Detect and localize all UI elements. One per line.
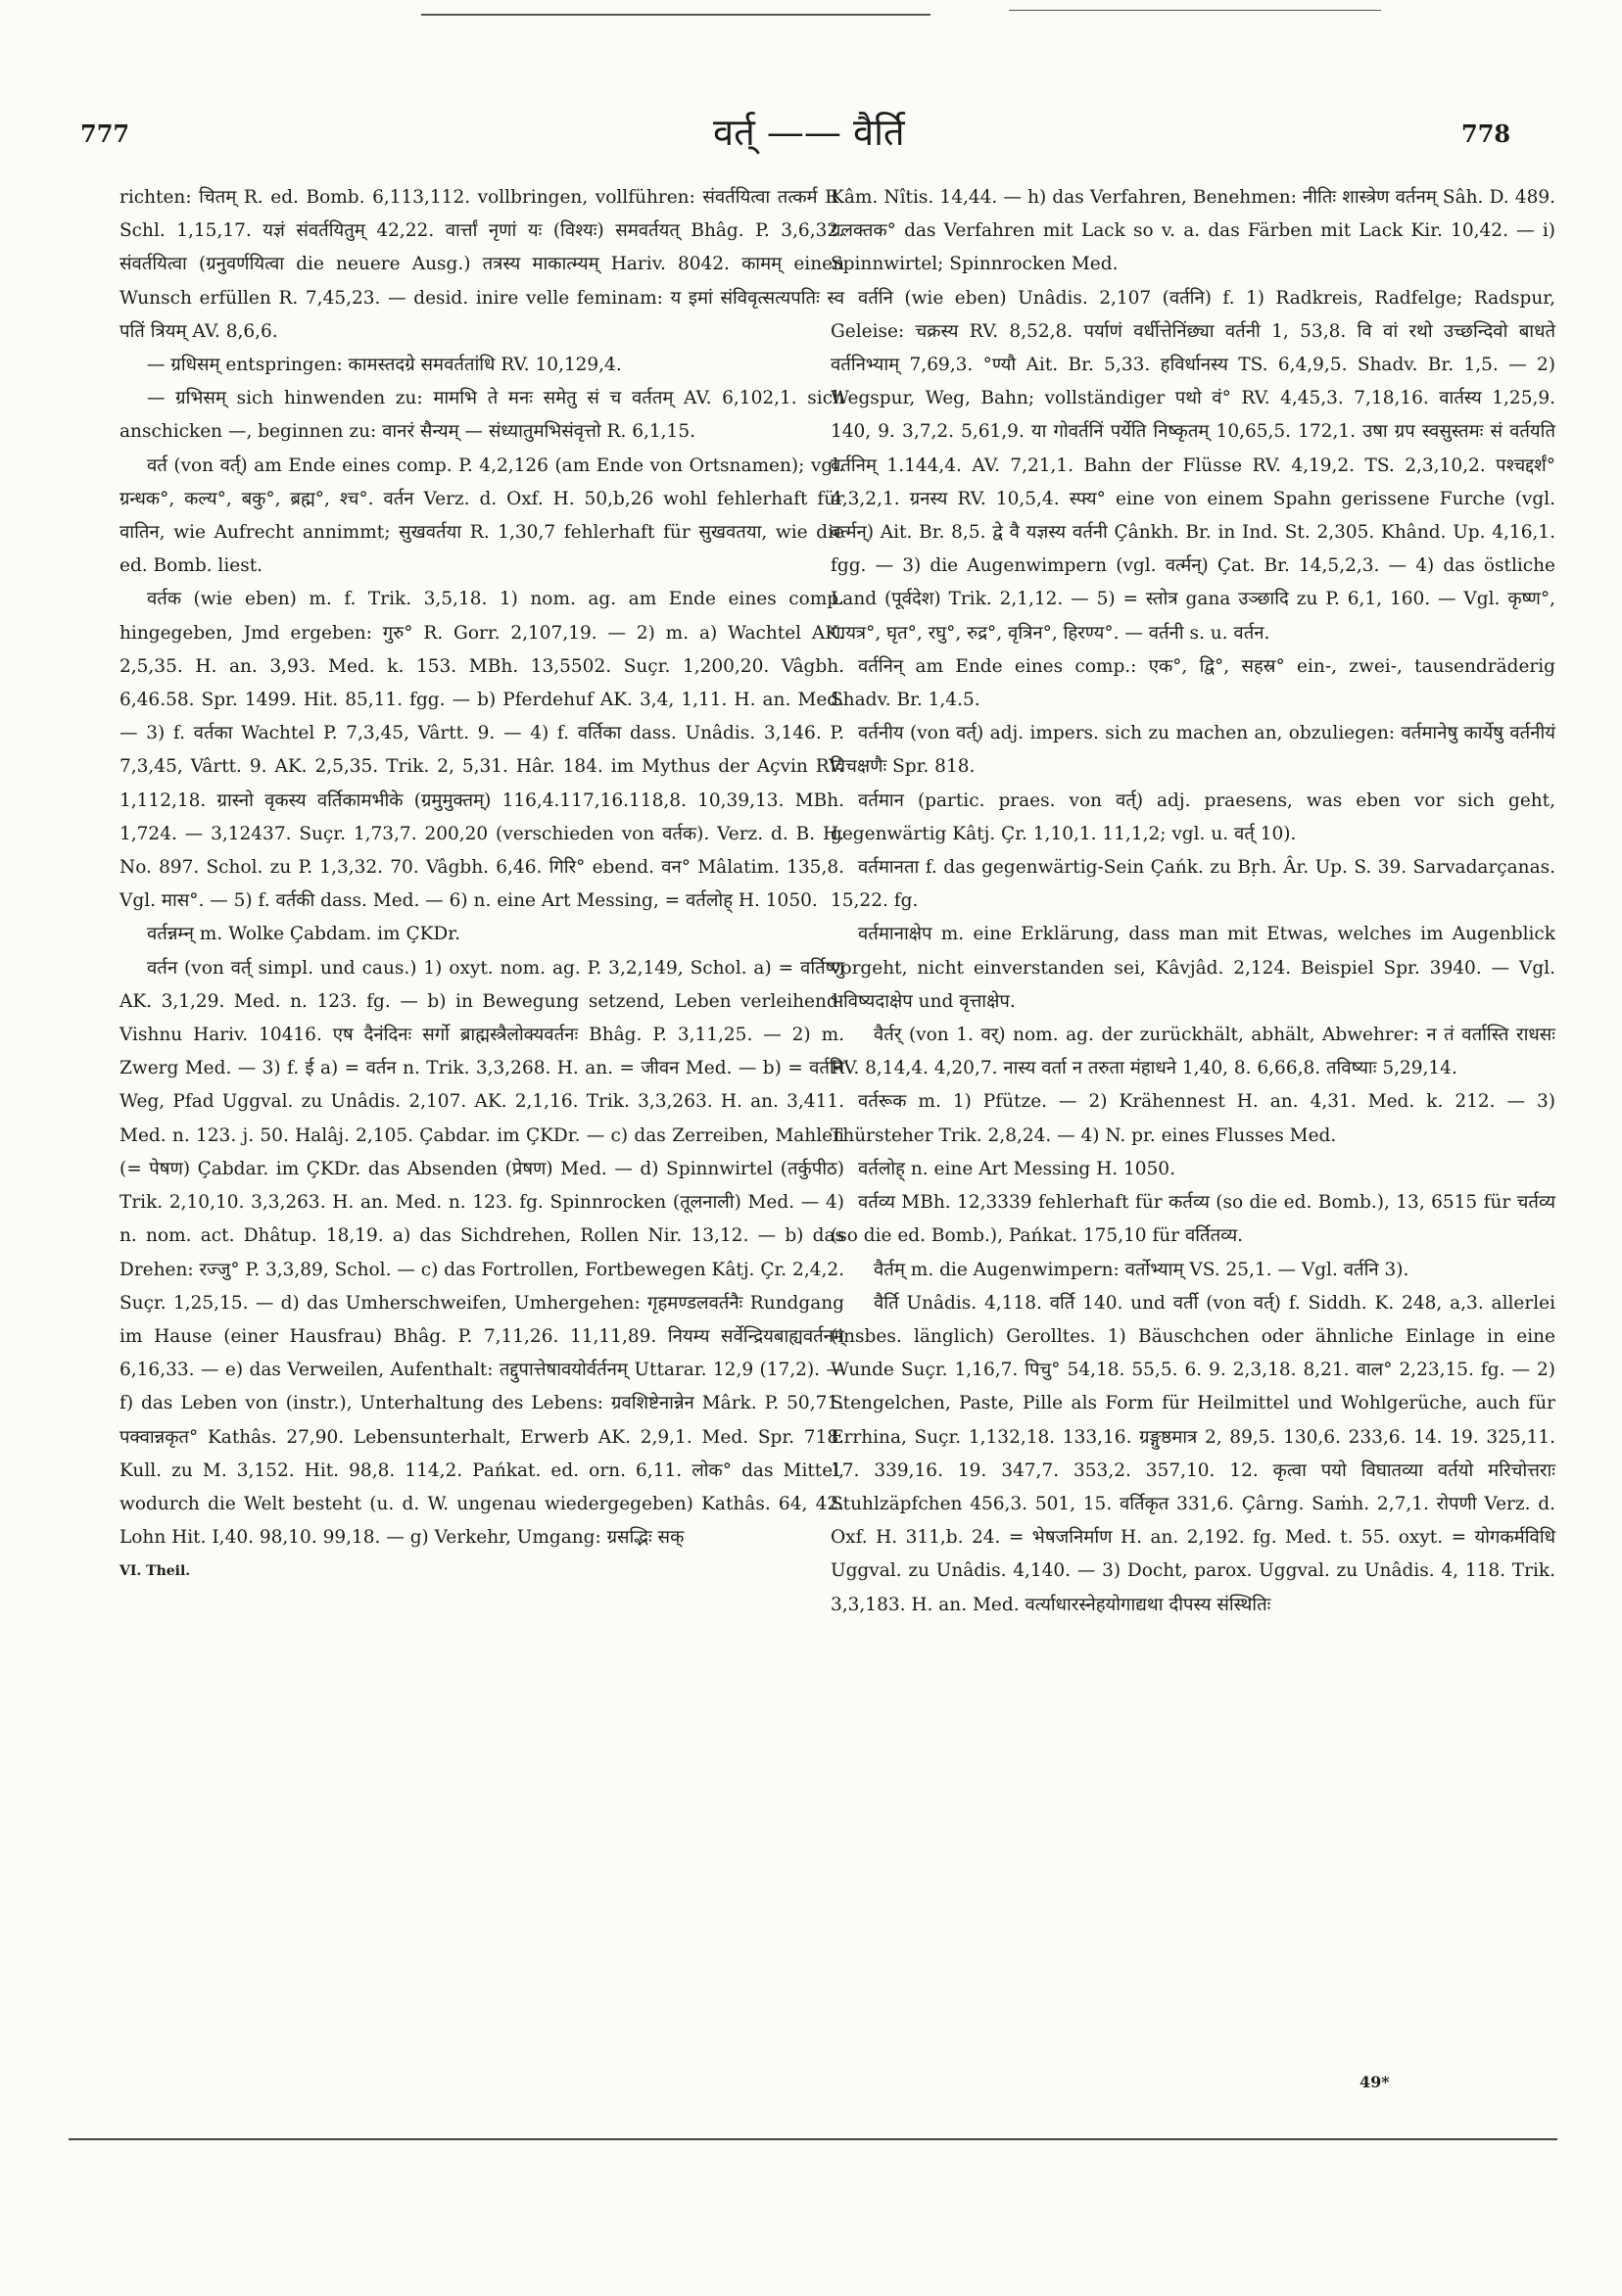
dictionary-entry: वर्तमानाक्षेप m. eine Erklärung, dass man mit Etwas, welches im Augenblick vorgeht, nicht einverstanden sei, Kâvjâd. 2,124. Beispiel Spr. 3940. — Vgl. भविष्यदाक्षेप und वृत्ताक्षेप. [831, 924, 1555, 1012]
scan-edge-top-right [1009, 10, 1381, 11]
bottom-rule [69, 2138, 1557, 2140]
dictionary-entry: वर्तव्य MBh. 12,3339 fehlerhaft für कर्तव्य (so die ed. Bomb.), 13, 6515 für चर्तव्य (so die ed. Bomb.), Pańkat. 175,10 für वर्तितव्य. [831, 1192, 1555, 1247]
running-header: वर्त् —— वैर्ति [713, 111, 905, 154]
dictionary-entry: — ग्रधिसम् entspringen: कामस्तदग्रे समवर्ततांधि RV. 10,129,4. [147, 355, 622, 376]
dictionary-entry: वर्तनिन् am Ende eines comp.: एक°, द्वि°, सहस्र° ein-, zwei-, tausendräderig Shadv. Br. 1,4.5. [831, 655, 1555, 711]
dictionary-entry: वर्तक (wie eben) m. f. Trik. 3,5,18. 1) nom. ag. am Ende eines comp. hingegeben, Jmd ergeben: गुरु° R. Gorr. 2,107,19. — 2) m. a) Wachtel AK. 2,5,35. H. an. 3,93. Med. k. 153. MBh. 13,5502. Suçr. 1,200,20. Vâgbh. 6,46.58. Spr. 1499. Hit. 85,11. fgg. — b) Pferdehuf AK. 3,4, 1,11. H. an. Med. — 3) f. वर्तका Wachtel P. 7,3,45, Vârtt. 9. — 4) f. वर्तिका dass. Unâdis. 3,146. P. 7,3,45, Vârtt. 9. AK. 2,5,35. Trik. 2, 5,31. Hâr. 184. im Mythus der Açvin RV. 1,112,18. ग्रास्नो वृकस्य वर्तिकामभीके (ग्रमुमुक्तम्) 116,4.117,16.118,8. 10,39,13. MBh. 1,724. — 3,12437. Suçr. 1,73,7. 200,20 (verschieden von वर्तक). Verz. d. B. H. No. 897. Schol. zu P. 1,3,32. 70. Vâgbh. 6,46. गिरि° ebend. वन° Mâlatim. 135,8. Vgl. मास°. — 5) f. वर्तकी dass. Med. — 6) n. eine Art Messing, = वर्तलोह् H. 1050. [119, 589, 844, 912]
dictionary-entry: richten: चितम् R. ed. Bomb. 6,113,112. vollbringen, vollführen: संवर्तयित्वा तत्कर्म R. Schl. 1,15,17. यज्ञं संवर्तयितुम् 42,22. वार्त्तां नृणां यः (विश्यः) समवर्तयत् Bhâg. P. 3,6,32. संवर्तयित्वा (ग्रनुवर्णयित्वा die neuere Ausg.) तत्रस्य माकात्म्यम् Hariv. 8042. कामम् einen Wunsch erfüllen R. 7,45,23. — desid. inire velle feminam: य इमां संविवृत्सत्यपतिः स्व पतिं त्रियम् AV. 8,6,6. [119, 187, 844, 342]
dictionary-entry: वर्तन (von वर्त् simpl. und caus.) 1) oxyt. nom. ag. P. 3,2,149, Schol. a) = वर्तिष्णु AK. 3,1,29. Med. n. 123. fg. — b) in Bewegung setzend, Leben verleihend: Vishnu Hariv. 10416. एष दैनंदिनः सर्गो ब्राह्मस्त्रैलोक्यवर्तनः Bhâg. P. 3,11,25. — 2) m. Zwerg Med. — 3) f. ई a) = वर्तन n. Trik. 3,3,268. H. an. = जीवन Med. — b) = वर्तनि Weg, Pfad Uggval. zu Unâdis. 2,107. AK. 2,1,16. Trik. 3,3,263. H. an. 3,411. Med. n. 123. j. 50. Halâj. 2,105. Çabdar. im ÇKDr. — c) das Zerreiben, Mahlen (= पेषण) Çabdar. im ÇKDr. das Absenden (प्रेषण) Med. — d) Spinnwirtel (तर्कुपीठ) Trik. 2,10,10. 3,3,263. H. an. Med. n. 123. fg. Spinnrocken (तूलनाली) Med. — 4) n. nom. act. Dhâtup. 18,19. a) das Sichdrehen, Rollen Nir. 13,12. — b) das Drehen: रज्जु° P. 3,3,89, Schol. — c) das Fortrollen, Fortbewegen Kâtj. Çr. 2,4,2. Suçr. 1,25,15. — d) das Umherschweifen, Umhergehen: गृहमण्डलवर्तनैः Rundgang im Hause (einer Hausfrau) Bhâg. P. 7,11,26. 11,11,89. नियम्य सर्वेन्द्रियबाह्यवर्तनम् 6,16,33. — e) das Verweilen, Aufenthalt: तद्दुपात्तेषावयोर्वर्तनम् Uttarar. 12,9 (17,2). — f) das Leben von (instr.), Unterhaltung des Lebens: ग्रवशिष्टेनान्नेन Mârk. P. 50,71. पक्वान्नकृत° Kathâs. 27,90. Lebensunterhalt, Erwerb AK. 2,9,1. Med. Spr. 718. Kull. zu M. 3,152. Hit. 98,8. 114,2. Pańkat. ed. orn. 6,11. लोक° das Mittel, wodurch die Welt besteht (u. d. W. ungenau wiedergegeben) Kathâs. 64, 42. Lohn Hit. I,40. 98,10. 99,18. — g) Verkehr, Umgang: ग्रसद्भिः सक् [119, 957, 844, 1549]
dictionary-entry: Kâm. Nîtis. 14,44. — h) das Verfahren, Benehmen: नीतिः शास्त्रेण वर्तनम् Sâh. D. 489. ग्रलक्तक° das Verfahren mit Lack so v. a. das Färben mit Lack Kir. 10,42. — i) Spinnwirtel; Spinnrocken Med. [831, 187, 1555, 275]
dictionary-entry: वर्तमानता f. das gegenwärtig-Sein Çańk. zu Bṛh. Âr. Up. S. 39. Sarvadarçanas. 15,22. fg. [831, 857, 1555, 912]
volume-note: VI. Theil. [119, 1563, 191, 1580]
dictionary-entry: वर्त (von वर्त्) am Ende eines comp. P. 4,2,126 (am Ende von Ortsnamen); vgl. ग्रन्धक°, कल्य°, बकु°, ब्रह्म°, श्च°. वर्तन Verz. d. Oxf. H. 50,b,26 wohl fehlerhaft für वातिन, wie Aufrecht annimmt; सुखवर्तया R. 1,30,7 fehlerhaft für सुखवतया, wie die ed. Bomb. liest. [119, 454, 844, 577]
dictionary-entry: वर्तरूक m. 1) Pfütze. — 2) Krähennest H. an. 4,31. Med. k. 212. — 3) Thürsteher Trik. 2,8,24. — 4) N. pr. eines Flusses Med. [831, 1091, 1555, 1146]
dictionary-entry: वर्तमान (partic. praes. von वर्त्) adj. praesens, was eben vor sich geht, gegenwärtig Kâtj. Çr. 1,10,1. 11,1,2; vgl. u. वर्त् 10). [831, 789, 1555, 844]
page-number-right: 778 [1461, 120, 1511, 148]
dictionary-entry: — ग्रभिसम् sich hinwenden zu: मामभि ते मनः समेतु सं च वर्ततम् AV. 6,102,1. sich anschicken —, beginnen zu: वानरं सैन्यम् — संध्यातुमभिसंवृत्तो R. 6,1,15. [119, 388, 844, 443]
dictionary-entry: वैर्तम् m. die Augenwimpern: वर्तोभ्याम् VS. 25,1. — Vgl. वर्तनि 3). [874, 1259, 1409, 1280]
dictionary-entry: वर्तनीय (von वर्त्) adj. impers. sich zu machen an, obzuliegen: वर्तमानेषु कार्येषु वर्तनीयं विचक्षणैः Spr. 818. [831, 723, 1555, 778]
signature-mark: 49* [1360, 2073, 1390, 2091]
dictionary-entry: वर्तनि (wie eben) Unâdis. 2,107 (वर्तनि) f. 1) Radkreis, Radfelge; Radspur, Geleise: चक्रस्य RV. 8,52,8. पर्याणं वर्धीत्तेनिंछ्या वर्तनी 1, 53,8. वि वां रथो उच्छन्दिवो बाधते वर्तनिभ्याम् 7,69,3. °ण्यौ Ait. Br. 5,33. हविर्धानस्य TS. 6,4,9,5. Shadv. Br. 1,5. — 2) Wegspur, Weg, Bahn; vollständiger पथो वं° RV. 4,45,3. 7,18,16. वार्तस्य 1,25,9. 140, 9. 3,7,2. 5,61,9. या गोवर्तनिं पर्येति निष्कृतम् 10,65,5. 172,1. उषा ग्रप स्वसुस्तमः सं वर्तयति वर्तनिम् 1.144,4. AV. 7,21,1. Bahn der Flüsse RV. 4,19,2. TS. 2,3,10,2. पश्चद्दर्शं° 4,3,2,1. ग्रनस्य RV. 10,5,4. स्फ्य° eine von einem Spahn gerissene Furche (vgl. वर्त्मन्) Ait. Br. 8,5. द्वे वै यज्ञस्य वर्तनी Çânkh. Br. in Ind. St. 2,305. Khând. Up. 4,16,1. fgg. — 3) die Augenwimpern (vgl. वर्त्मन्) Çat. Br. 14,5,2,3. — 4) das östliche Land (पूर्वदेश) Trik. 2,1,12. — 5) = स्तोत्र gana उञ्छादि zu P. 6,1, 160. — Vgl. कृष्ण°, गायत्र°, घृत°, रघु°, रुद्र°, वृत्रिन°, हिरण्य°. — वर्तनी s. u. वर्तन. [831, 287, 1555, 644]
dictionary-entry: वर्तन्नम्न् m. Wolke Çabdam. im ÇKDr. [147, 924, 460, 945]
dictionary-entry: वैर्ति Unâdis. 4,118. वर्ति 140. und वर्ती (von वर्त्) f. Siddh. K. 248, a,3. allerlei (insbes. länglich) Gerolltes. 1) Bäuschchen oder ähnliche Einlage in eine Wunde Suçr. 1,16,7. पिचु° 54,18. 55,5. 6. 9. 2,3,18. 8,21. वाल° 2,23,15. fg. — 2) Stengelchen, Paste, Pille als Form für Heilmittel und Wohlgerüche, auch für Errhina, Suçr. 1,132,18. 133,16. ग्रङ्गुष्ठमात्र 2, 89,5. 130,6. 233,6. 14. 19. 325,11. 17. 339,16. 19. 347,7. 353,2. 357,10. 12. कृत्वा पयो विघातव्या वर्तयो मरिचोत्तराः Stuhlzäpfchen 456,3. 501, 15. वर्तिकृत 331,6. Çârng. Saṁh. 2,7,1. रोपणी Verz. d. Oxf. H. 311,b. 24. = भेषजनिर्माण H. an. 2,192. fg. Med. t. 55. oxyt. = योगकर्मविधि Uggval. zu Unâdis. 4,140. — 3) Docht, parox. Uggval. zu Unâdis. 4, 118. Trik. 3,3,183. H. an. Med. वर्त्याधारस्नेहयोगाद्यथा दीपस्य संस्थितिः [831, 1292, 1555, 1615]
left-column [119, 181, 844, 1589]
scan-edge-top [421, 14, 930, 16]
right-column [831, 181, 1555, 1622]
page-number-left: 777 [80, 120, 130, 148]
dictionary-entry: वैर्तर् (von 1. वर्) nom. ag. der zurückhält, abhält, Abwehrer: न तं वर्तास्ति राधसः RV. 8,14,4. 4,20,7. नास्य वर्ता न तरुता मंहाधने 1,40, 8. 6,66,8. तविष्याः 5,29,14. [831, 1025, 1555, 1079]
dictionary-entry: वर्तलोह् n. eine Art Messing H. 1050. [858, 1158, 1175, 1179]
